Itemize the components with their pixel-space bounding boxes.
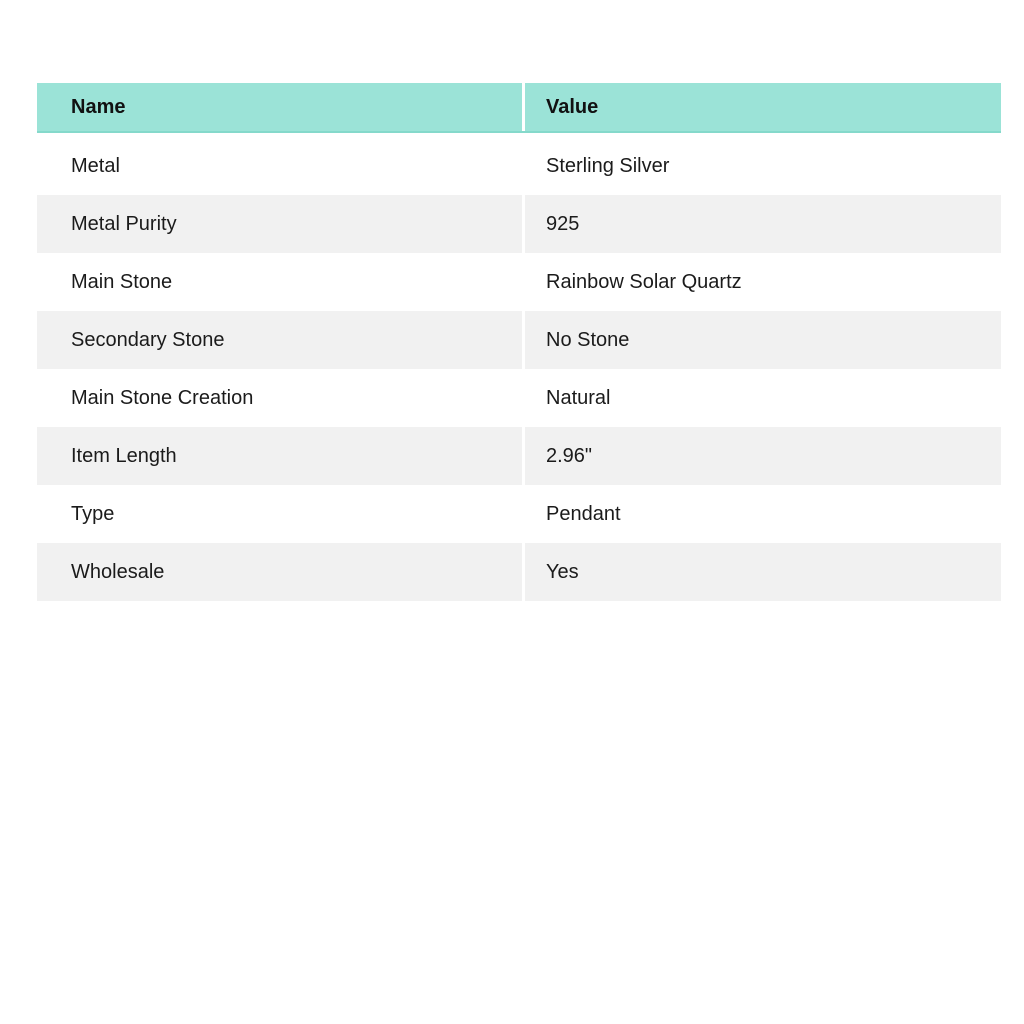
spec-name-cell: Item Length xyxy=(37,427,525,485)
spec-value-cell: Sterling Silver xyxy=(546,155,670,177)
spec-name-cell: Metal xyxy=(37,137,525,195)
table-row xyxy=(37,311,1001,369)
spec-name-cell: Type xyxy=(37,485,525,543)
spec-value-cell: Yes xyxy=(546,561,579,583)
product-spec-table xyxy=(37,83,1001,601)
spec-value-cell: Rainbow Solar Quartz xyxy=(546,271,742,293)
spec-name-cell: Main Stone Creation xyxy=(37,369,525,427)
spec-name-cell: Wholesale xyxy=(37,543,525,601)
spec-name-cell: Main Stone xyxy=(37,253,525,311)
table-row xyxy=(37,543,1001,601)
spec-value-cell: Natural xyxy=(546,387,611,409)
spec-value-cell: 925 xyxy=(546,213,580,235)
header-cell-name: Name xyxy=(37,83,525,131)
spec-value-cell: No Stone xyxy=(546,329,630,351)
table-row xyxy=(37,369,1001,427)
spec-name-cell: Secondary Stone xyxy=(37,311,525,369)
spec-value-cell: Pendant xyxy=(546,503,621,525)
table-row xyxy=(37,427,1001,485)
spec-name-cell: Metal Purity xyxy=(37,195,525,253)
spec-value-cell: 2.96" xyxy=(546,445,593,467)
table-row xyxy=(37,195,1001,253)
table-row xyxy=(37,137,1001,195)
header-cell-value: Value xyxy=(525,83,1001,131)
table-row xyxy=(37,253,1001,311)
table-header-row xyxy=(37,83,1001,133)
table-row xyxy=(37,485,1001,543)
